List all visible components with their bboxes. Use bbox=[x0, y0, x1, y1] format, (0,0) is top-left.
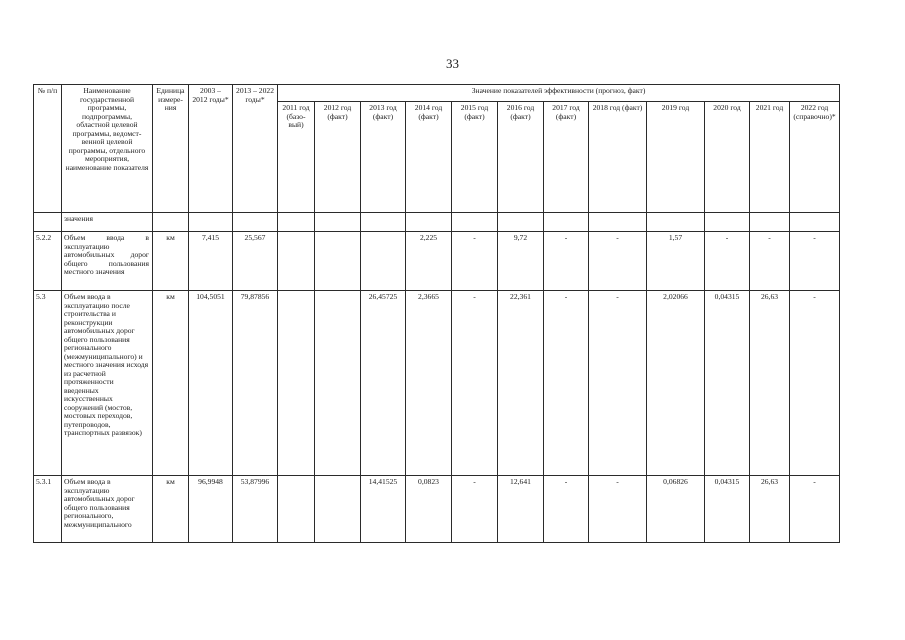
row-value-2021: 26,63 bbox=[750, 291, 790, 476]
row-value-2017: - bbox=[544, 291, 589, 476]
header-year-2014: 2014 год (факт) bbox=[406, 102, 452, 213]
row-value-2020: 0,04315 bbox=[705, 291, 750, 476]
row-value-2012 bbox=[315, 476, 361, 543]
row-value-2020: 0,04315 bbox=[705, 476, 750, 543]
header-name: Наименование государственной программы, подпрограммы, областной целевой программы, ведомст-венной целевой программы, отдельного мероприятия, наименование показателя bbox=[62, 85, 153, 213]
row-value-2011 bbox=[278, 232, 315, 291]
header-year-2018: 2018 год (факт) bbox=[589, 102, 647, 213]
row-value-2022: - bbox=[790, 476, 840, 543]
row-value-2021: - bbox=[750, 232, 790, 291]
header-2003-2012: 2003 – 2012 годы* bbox=[189, 85, 233, 213]
row-value-2015: - bbox=[452, 232, 498, 291]
row-value-2012 bbox=[315, 232, 361, 291]
row-value-2013: 14,41525 bbox=[361, 476, 406, 543]
table-row-subheader bbox=[34, 213, 840, 232]
table-row bbox=[34, 476, 840, 543]
row-value-2019: 1,57 bbox=[647, 232, 705, 291]
header-year-2017: 2017 год (факт) bbox=[544, 102, 589, 213]
table-row bbox=[34, 291, 840, 476]
row-unit: км bbox=[153, 476, 189, 543]
row-unit: км bbox=[153, 291, 189, 476]
header-group-title: Значение показателей эффективности (прогноз, факт) bbox=[278, 85, 840, 102]
row-value-2019: 0,06826 bbox=[647, 476, 705, 543]
row-value-2013-2022: 25,567 bbox=[233, 232, 278, 291]
row-indicator-name: Объем ввода в эксплуатацию автомобильных дорог общего пользования регионального, межмуниципального bbox=[62, 476, 153, 543]
row-value-2014: 0,0823 bbox=[406, 476, 452, 543]
row-value-2018: - bbox=[589, 232, 647, 291]
row-value-2021: 26,63 bbox=[750, 476, 790, 543]
header-num: № п/п bbox=[34, 85, 62, 213]
row-value-2015: - bbox=[452, 476, 498, 543]
row-value-2003-2012: 96,9948 bbox=[189, 476, 233, 543]
row-value-2022: - bbox=[790, 232, 840, 291]
subheader-text: значения bbox=[62, 213, 153, 232]
indicators-table bbox=[33, 84, 840, 543]
table-row bbox=[34, 232, 840, 291]
row-value-2020: - bbox=[705, 232, 750, 291]
header-unit: Единица измере-ния bbox=[153, 85, 189, 213]
header-year-2012: 2012 год (факт) bbox=[315, 102, 361, 213]
row-value-2016: 22,361 bbox=[498, 291, 544, 476]
row-value-2011 bbox=[278, 291, 315, 476]
header-year-2019: 2019 год bbox=[647, 102, 705, 213]
header-year-2020: 2020 год bbox=[705, 102, 750, 213]
header-2013-2022: 2013 – 2022 годы* bbox=[233, 85, 278, 213]
header-year-2016: 2016 год (факт) bbox=[498, 102, 544, 213]
header-year-2022: 2022 год (справочно)* bbox=[790, 102, 840, 213]
header-year-2021: 2021 год bbox=[750, 102, 790, 213]
header-year-2011: 2011 год (базо-вый) bbox=[278, 102, 315, 213]
row-value-2015: - bbox=[452, 291, 498, 476]
row-value-2018: - bbox=[589, 291, 647, 476]
header-year-2013: 2013 год (факт) bbox=[361, 102, 406, 213]
header-year-2015: 2015 год (факт) bbox=[452, 102, 498, 213]
row-value-2011 bbox=[278, 476, 315, 543]
row-value-2016: 12,641 bbox=[498, 476, 544, 543]
row-value-2013 bbox=[361, 232, 406, 291]
row-value-2012 bbox=[315, 291, 361, 476]
row-value-2013-2022: 79,87856 bbox=[233, 291, 278, 476]
row-number: 5.2.2 bbox=[34, 232, 62, 291]
row-value-2014: 2,3665 bbox=[406, 291, 452, 476]
row-number: 5.3 bbox=[34, 291, 62, 476]
row-value-2017: - bbox=[544, 476, 589, 543]
row-indicator-name: Объем ввода в эксплуатацию автомобильных дорог общего пользования местного значения bbox=[62, 232, 153, 291]
row-number: 5.3.1 bbox=[34, 476, 62, 543]
row-value-2003-2012: 104,5051 bbox=[189, 291, 233, 476]
row-value-2013-2022: 53,87996 bbox=[233, 476, 278, 543]
row-value-2003-2012: 7,415 bbox=[189, 232, 233, 291]
row-value-2019: 2,02066 bbox=[647, 291, 705, 476]
row-value-2016: 9,72 bbox=[498, 232, 544, 291]
row-value-2014: 2,225 bbox=[406, 232, 452, 291]
row-value-2013: 26,45725 bbox=[361, 291, 406, 476]
row-value-2022: - bbox=[790, 291, 840, 476]
row-value-2018: - bbox=[589, 476, 647, 543]
row-indicator-name: Объем ввода в эксплуатацию после строительства и реконструкции автомобильных дорог общего пользования регионального (межмуниципального) и местного значения исходя из расчетной протяженности введенных искусственных сооружений (мостов, мостовых переходов, путепроводов, транспортных развязок) bbox=[62, 291, 153, 476]
page-number: 33 bbox=[446, 56, 459, 71]
row-value-2017: - bbox=[544, 232, 589, 291]
row-unit: км bbox=[153, 232, 189, 291]
